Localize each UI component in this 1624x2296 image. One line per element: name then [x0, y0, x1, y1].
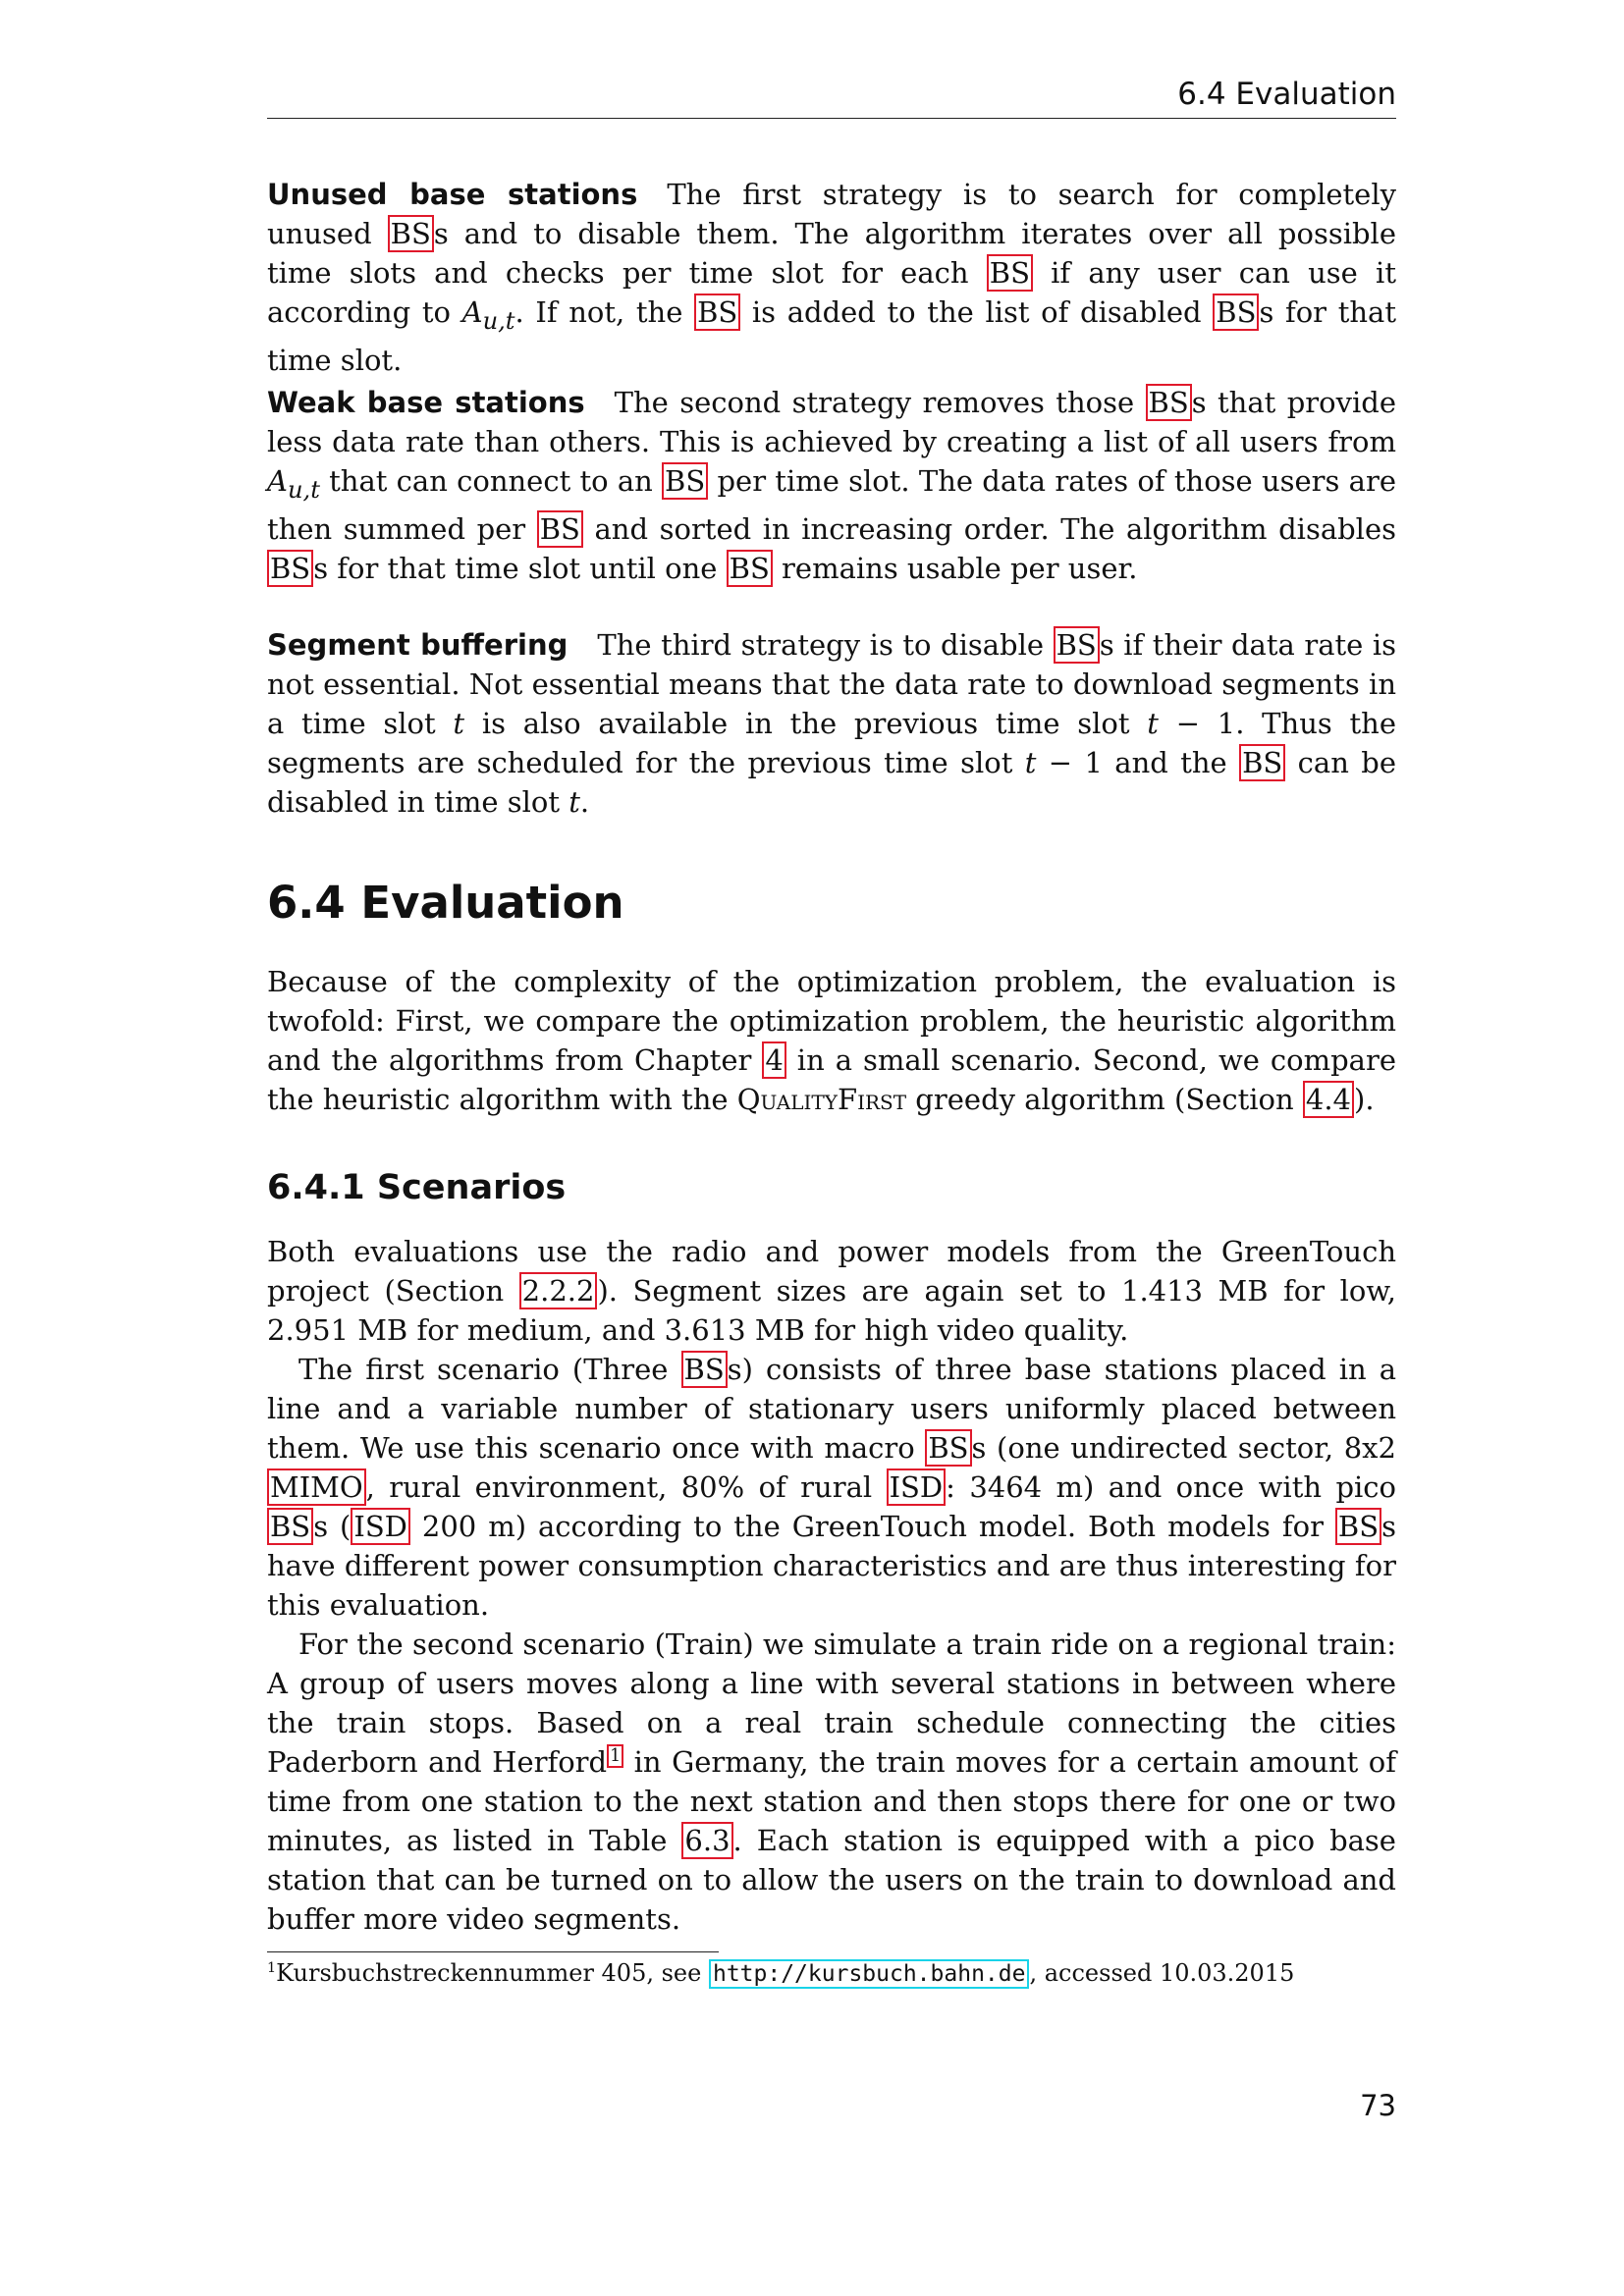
acronym-link[interactable]: BS [694, 294, 740, 331]
subsection-title: 6.4.1 Scenarios [267, 1168, 567, 1207]
page-number: 73 [1360, 2089, 1396, 2122]
footnote-url-link[interactable]: http://kursbuch.bahn.de [709, 1959, 1030, 1989]
acronym-link[interactable]: BS [1213, 294, 1259, 331]
acronym-link[interactable]: MIMO [267, 1468, 366, 1506]
acronym-link[interactable]: BS [1335, 1508, 1381, 1545]
running-header-title: 6.4 Evaluation [1177, 77, 1396, 112]
strategy-unused-paragraph: Unused base stations The first strategy is to search for completely unused BS s and to disable them. The algorithm iterates over all possible time slots and checks per time slot for each BS if any user can use it according to $A_{u,t}$. If not, the BS is added to the list of disabled BS s for that time slot. [267, 178, 1396, 377]
algorithm-name: QualityFirst [736, 1083, 907, 1116]
acronym-link[interactable]: BS [987, 254, 1033, 292]
footnote-ref-link[interactable]: 1 [607, 1744, 623, 1768]
scenarios-text: Both evaluations use the radio and power models from the GreenTouch project (Section 2.2.2 ). Segment sizes are again set to 1.413 MB for low, 2.951 MB for medium, and 3.613 MB for high video quality. The first scenario (Three BS s) consists of three base stations placed in a line and a variable number of stationary users uniformly placed between them. We use this scenario once with macro BS s (one undirected sector, 8x2 MIMO , rural environment, 80% of rural ISD : 3464 m) and once with pico BS s ( ISD 200 m) according to the GreenTouch model. Both models for BS s have different power consumption characteristics and are thus interesting for this evaluation. For the second scenario (Train) we simulate a train ride on a regional train: A group of users moves along a line with several stations in between where the train stops. Based on a real train schedule connecting the cities Paderborn and Herford $^1$ in Germany, the train moves for a certain amount of time from one station to the next station and then stops there for one or two minutes, as listed in Table 6.3 . Each station is equipped with a pico base station that can be turned on to allow the users on the train to download and buffer more video segments. [267, 1235, 1396, 1936]
acronym-link[interactable]: ISD [887, 1468, 947, 1506]
footnote [267, 1956, 1396, 1991]
acronym-link[interactable]: BS [267, 1508, 313, 1545]
table-ref-link[interactable]: 6.3 [681, 1822, 732, 1859]
acronym-link[interactable]: BS [681, 1351, 728, 1388]
acronym-link[interactable]: BS [267, 550, 313, 587]
acronym-link[interactable]: BS [662, 462, 708, 500]
footnote-text-after: , accessed 10.03.2015 [1029, 1959, 1295, 1987]
running-header [267, 73, 1396, 119]
acronym-link[interactable]: BS [727, 550, 773, 587]
section-ref-link[interactable]: 4.4 [1303, 1081, 1354, 1118]
footnote-mark: 1 [267, 1960, 277, 1976]
acronym-link[interactable]: BS [925, 1429, 971, 1467]
strategy-buffering-paragraph: Segment buffering The third strategy is to disable BS s if their data rate is not essential. Not essential means that the data rate to download segments in a time slot t is also available in the previous time slot t − 1. Thus the segments are scheduled for the previous time slot t − 1 and the BS can be disabled in time slot t. [267, 628, 1397, 819]
acronym-link[interactable]: ISD [351, 1508, 410, 1545]
strategy-unused-title: Unused base stations [267, 178, 638, 211]
acronym-link[interactable]: BS [1146, 384, 1192, 421]
acronym-link[interactable]: BS [388, 215, 434, 252]
acronym-link[interactable]: BS [1239, 744, 1285, 781]
section-ref-link[interactable]: 2.2.2 [519, 1272, 598, 1309]
footnote-text-before: Kursbuchstreckennummer 405, see [276, 1959, 709, 1987]
strategy-weak-paragraph: Weak base stations The second strategy removes those BS s that provide less data rate than others. This is achieved by creating a list of all users from $A_{u,t}$ that can connect to an BS per time slot. The data rates of those users are then summed per BS and sorted in increasing order. The algorithm disables BS s for that time slot until one BS remains usable per user. [267, 386, 1397, 585]
acronym-link[interactable]: BS [1054, 626, 1100, 664]
section-intro-paragraph: Because of the complexity of the optimization problem, the evaluation is twofold: First, we compare the optimization problem, the heuristic algorithm and the algorithms from Chapter 4 in a small scenario. Second, we compare the heuristic algorithm with the QualityFirst greedy algorithm (Section 4.4 ). [267, 965, 1396, 1116]
footnote-divider [267, 1951, 719, 1952]
strategy-weak-title: Weak base stations [267, 386, 585, 419]
chapter-ref-link[interactable]: 4 [762, 1041, 785, 1079]
section-title: 6.4 Evaluation [267, 877, 624, 929]
acronym-link[interactable]: BS [537, 510, 583, 548]
strategy-buffering-title: Segment buffering [267, 628, 568, 662]
